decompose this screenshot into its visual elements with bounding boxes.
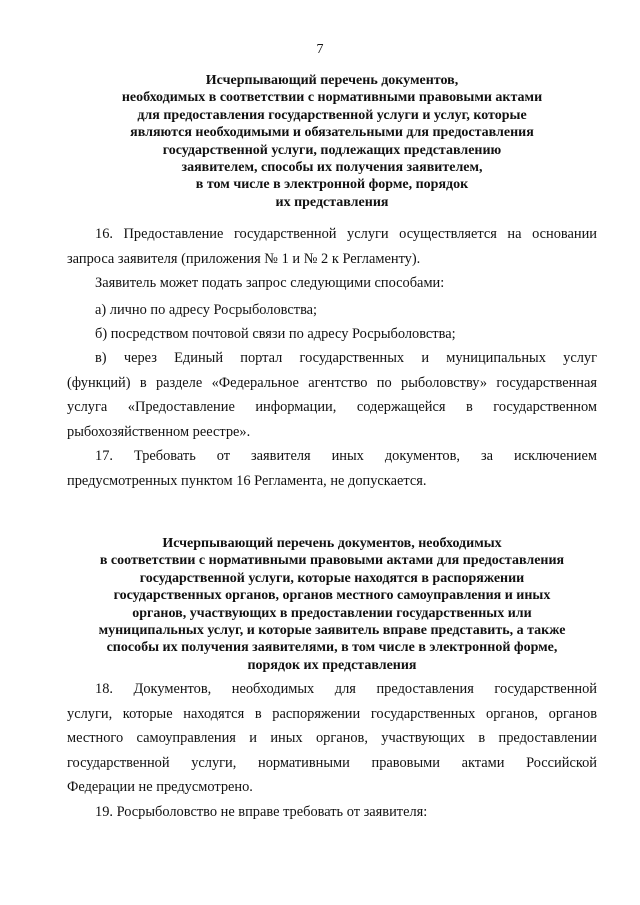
text-line: предусмотренных пунктом 16 Регламента, не допускается. [67, 472, 427, 489]
paragraph-16 [67, 222, 597, 271]
heading-line: органов, участвующих в предоставлении государственных или [132, 605, 532, 621]
text-line: 19. Росрыболовство не вправе требовать от заявителя: [95, 804, 428, 820]
heading-line: их представления [275, 194, 389, 210]
paragraph-submission-methods [67, 271, 597, 296]
heading-line: в том числе в электронной форме, порядок [195, 177, 469, 193]
text-line: запроса заявителя (приложения № 1 и № 2 к Регламенту). [67, 250, 421, 267]
section-heading [66, 535, 598, 674]
text-line: государственной услуги, нормативными правовыми актами Российской [67, 754, 597, 771]
heading-line: для предоставления государственной услуги и услуг, которые [137, 107, 527, 123]
text-line: услуги, которые находятся в распоряжении государственных органов, органов [67, 705, 597, 722]
list-item-a [67, 298, 597, 323]
text-line: 17. Требовать от заявителя иных документов, за исключением [95, 448, 597, 464]
text-line: услуга «Предоставление информации, содержащейся в государственном [67, 399, 597, 415]
text-line: 18. Документов, необходимых для предоставления государственной [95, 681, 597, 697]
paragraph-19 [67, 800, 597, 825]
heading-line: способы их получения заявителями, в том числе в электронной форме, [106, 640, 558, 656]
text-line: в) через Единый портал государственных и муниципальных услуг [95, 350, 597, 366]
paragraph-18 [67, 677, 597, 800]
text-line: (функций) в разделе «Федеральное агентство по рыболовству» государственная [67, 374, 597, 391]
list-item-v [67, 346, 597, 444]
heading-line: государственных органов, органов местного самоуправления и иных [113, 588, 551, 604]
heading-line: являются необходимыми и обязательными для предоставления [130, 125, 534, 141]
heading-line: государственной услуги, которые находятся в распоряжении [139, 570, 525, 586]
heading-line: необходимых в соответствии с нормативными правовыми актами [121, 90, 543, 106]
text-line: а) лично по адресу Росрыболовства; [95, 302, 318, 318]
text-line: 16. Предоставление государственной услуги осуществляется на основании [95, 226, 597, 242]
text-line: рыбохозяйственном реестре». [67, 423, 251, 440]
text-line: б) посредством почтовой связи по адресу Росрыболовства; [95, 326, 456, 342]
heading-line: Исчерпывающий перечень документов, [205, 73, 459, 88]
text-line: Заявитель может подать запрос следующими способами: [95, 275, 445, 291]
heading-line: государственной услуги, подлежащих представлению [162, 142, 502, 158]
page-number: 7 [316, 42, 324, 57]
text-line: местного самоуправления и иных органов, участвующих в предоставлении [67, 730, 597, 746]
section-heading [66, 72, 598, 211]
text-line: Федерации не предусмотрено. [67, 779, 253, 795]
heading-line: Исчерпывающий перечень документов, необходимых [162, 536, 502, 551]
list-item-b [67, 322, 597, 347]
heading-line: заявителем, способы их получения заявителем, [181, 160, 483, 176]
heading-line: порядок их представления [247, 657, 417, 673]
paragraph-17 [67, 444, 597, 493]
heading-line: муниципальных услуг, и которые заявитель вправе представить, а также [98, 623, 566, 639]
heading-line: в соответствии с нормативными правовыми актами для предоставления [99, 553, 565, 569]
